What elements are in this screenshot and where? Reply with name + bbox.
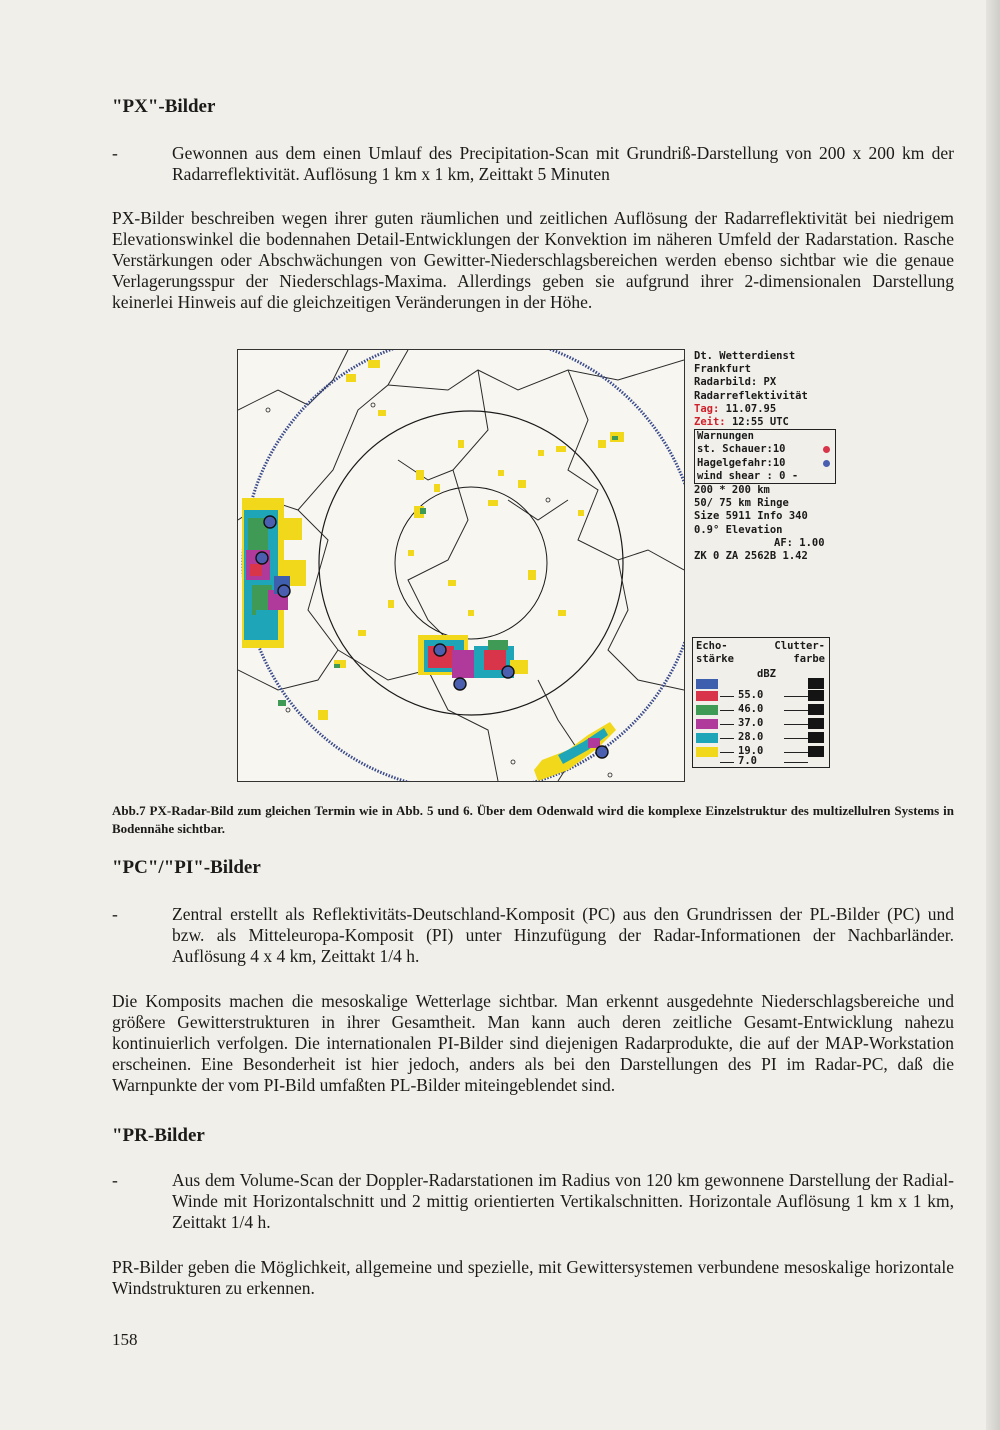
bullet-text: Gewonnen aus dem einen Umlauf des Precipitation-Scan mit Grundriß-Darstellung von 200 x 200 km der Radarreflektivität. Auflösung 1 km x 1 km, Zeittakt 5 Minuten <box>172 143 954 184</box>
info-line-1: Dt. Wetterdienst <box>694 350 796 362</box>
warnings-title: Warnungen <box>697 430 754 443</box>
info-line-4: Radarreflektivität <box>694 389 808 402</box>
legend-row <box>696 718 826 730</box>
legend-swatch <box>696 733 718 743</box>
info-time <box>694 416 844 429</box>
radar-info-panel <box>694 350 844 563</box>
heading-px-bilder: "PX"-Bilder <box>112 96 216 117</box>
zeit-label: Zeit: <box>694 416 726 429</box>
legend-header-line: stärke <box>696 653 734 666</box>
legend-value: 37.0 <box>738 717 764 729</box>
bullet-dash: - <box>112 1170 118 1190</box>
clutter-swatch <box>808 718 824 729</box>
radar-map <box>238 350 684 781</box>
legend-row <box>696 704 826 716</box>
warning-row <box>697 470 833 483</box>
info-line-3: Radarbild: PX <box>694 376 777 389</box>
legend-row <box>696 690 826 702</box>
warning-label: Hagelgefahr:10 <box>697 456 786 469</box>
tag-label: Tag: <box>694 402 720 415</box>
warnings-box <box>694 429 836 484</box>
clutter-swatch <box>808 678 824 689</box>
bullet-dash: - <box>112 143 118 163</box>
range-rings <box>243 350 684 781</box>
paragraph-px: PX-Bilder beschreiben wegen ihrer guten räumlichen und zeitlichen Auflösung der Radarreflektivität bei niedrigem Elevationswinkel die bodennahen Detail-Entwicklungen der Konvektion im näheren Umfeld der Radarstation. Rasche Verstärkungen oder Abschwächungen von Gewitter-Niederschlagsbereichen werden ebenso sichtbar wie die genaue Verlagerungsspur der Niederschlags-Maxima. Allerdings geben sie aufgrund ihrer 2-dimensionalen Darstellung keinerlei Hinweis auf die gleichzeitigen Veränderungen in der Höhe. <box>112 208 954 312</box>
legend-unit: dBZ <box>757 668 776 680</box>
zeit-value: 12:55 UTC <box>731 416 789 429</box>
info-line-8: 0.9° Elevation <box>694 523 783 536</box>
legend-value: 7.0 <box>738 755 757 767</box>
paragraph-pc: Die Komposits machen die mesoskalige Wetterlage sichtbar. Man erkennt ausgedehnte Niederschlagsbereiche und größere Gewitterstrukturen in ihrer Gesamtheit. Man kann auch deren zeitliche Gesamt-Entwicklung nahezu kontinuierlich verfolgen. Die internationalen PI-Bilder sind diejenigen Radarprodukte, die auf der MAP-Workstation erscheinen. Eine Besonderheit ist hier jedoch, anders als bei den Darstellungen des PI im Radar-PC, daß die Warnpunkte der vom PI-Bild umfaßten PL-Bilder miteingeblendet sind. <box>112 991 954 1095</box>
bullet-pr <box>112 1170 954 1233</box>
clutter-swatch <box>808 704 824 715</box>
paragraph-pr: PR-Bilder geben die Möglichkeit, allgemeine und spezielle, mit Gewittersystemen verbundene mesoskalige horizontale Windstrukturen zu erkennen. <box>112 1257 954 1298</box>
warning-label: wind shear : 0 - <box>697 469 799 482</box>
legend-row <box>696 732 826 744</box>
clutter-swatch <box>808 690 824 701</box>
legend-row <box>696 756 826 768</box>
legend-swatch <box>696 719 718 729</box>
legend-swatch <box>696 705 718 715</box>
legend-header-line: farbe <box>793 653 825 666</box>
info-line-5: 200 * 200 km <box>694 484 770 497</box>
legend-header-line: Echo- <box>696 640 728 652</box>
legend-header-line: Clutter- <box>774 640 825 652</box>
bullet-text: Aus dem Volume-Scan der Doppler-Radarstationen im Radius von 120 km gewonnene Darstellung der Radial-Winde mit Horizontalschnitt und 2 mittig orientierten Vertikalschnitten. Horizontale Auflösung 1 km x 1 km, Zeittakt 1/4 h. <box>172 1170 954 1232</box>
info-line-10: ZK 0 ZA 2562B 1.42 <box>694 550 808 563</box>
legend-value: 28.0 <box>738 731 764 743</box>
bullet-text: Zentral erstellt als Reflektivitäts-Deutschland-Komposit (PC) aus den Grundrissen der PL-Bilder (PC) und bzw. als Mitteleuropa-Komposit (PI) unter Hinzufügung der Radar-Informationen der Nachbarländer. Auflösung 4 x 4 km, Zeittakt 1/4 h. <box>172 904 954 966</box>
warning-dot-icon <box>823 460 830 467</box>
figure-caption: Abb.7 PX-Radar-Bild zum gleichen Termin wie in Abb. 5 und 6. Über dem Odenwald wird die komplexe Einzelstruktur des multizellulren Systems in Bodennähe sichtbar. <box>112 803 954 836</box>
tag-value: 11.07.95 <box>725 402 777 415</box>
page-edge-shadow <box>986 0 1000 1430</box>
legend-value: 55.0 <box>738 689 764 701</box>
legend-echo-header <box>696 640 734 666</box>
legend-swatch <box>696 691 718 701</box>
clutter-swatch <box>808 732 824 743</box>
heading-pr-bilder: "PR-Bilder <box>112 1125 205 1146</box>
bullet-px <box>112 143 954 185</box>
bullet-pc <box>112 904 954 967</box>
legend-clutter-header <box>774 640 825 666</box>
warning-dot-icon <box>823 446 830 453</box>
info-line-9: AF: 1.00 <box>774 536 825 549</box>
warning-row <box>697 457 833 470</box>
bullet-dash: - <box>112 904 118 924</box>
legend-value: 46.0 <box>738 703 764 715</box>
info-line-7: Size 5911 Info 340 <box>694 510 808 523</box>
heading-pc-pi-bilder: "PC"/"PI"-Bilder <box>112 857 261 878</box>
radar-legend <box>692 637 830 768</box>
radar-image <box>237 349 685 782</box>
page-number: 158 <box>112 1330 138 1349</box>
info-line-6: 50/ 75 km Ringe <box>694 497 789 510</box>
legend-swatch <box>696 679 718 689</box>
warning-row <box>697 443 833 456</box>
info-date <box>694 403 844 416</box>
warning-label: st. Schauer:10 <box>697 443 786 456</box>
info-line-2: Frankfurt <box>694 363 751 376</box>
legend-value: 19.0 <box>738 745 764 757</box>
station-markers <box>266 403 612 777</box>
